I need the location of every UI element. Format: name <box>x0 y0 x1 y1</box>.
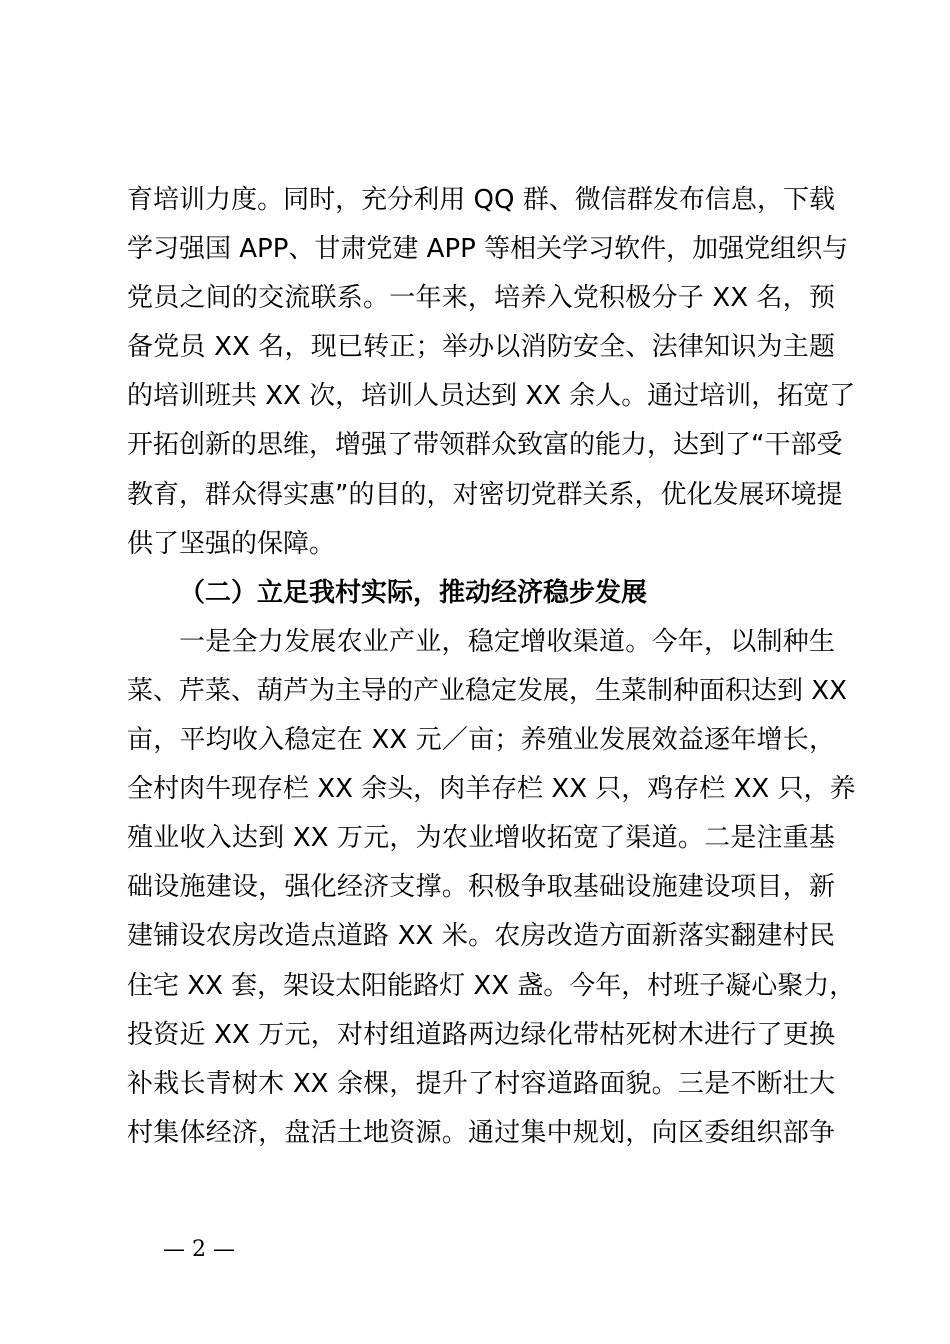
page-number: — 2 — <box>163 1237 235 1262</box>
body-line: 建铺设农房改造点道路 XX 米。农房改造方面新落实翻建村民 <box>127 921 835 952</box>
body-line: 的培训班共 XX 次，培训人员达到 XX 余人。通过培训，拓宽了 <box>127 381 856 412</box>
body-line: 育培训力度。同时，充分利用 QQ 群、微信群发布信息，下载 <box>127 185 835 215</box>
body-line: 教育，群众得实惠”的目的，对密切党群关系，优化发展环境提 <box>127 479 843 510</box>
body-line: 村集体经济，盘活土地资源。通过集中规划，向区委组织部争 <box>127 1117 835 1148</box>
body-line: 备党员 XX 名，现已转正；举办以消防安全、法律知识为主题 <box>127 332 835 363</box>
body-line: 补栽长青树木 XX 余棵，提升了村容道路面貌。三是不断壮大 <box>127 1068 835 1099</box>
body-line: 础设施建设，强化经济支撑。积极争取基础设施建设项目，新 <box>127 872 835 903</box>
body-line: 菜、芹菜、葫芦为主导的产业稳定发展，生菜制种面积达到 XX <box>127 675 847 706</box>
body-line: 亩，平均收入稳定在 XX 元／亩；养殖业发展效益逐年增长， <box>127 725 835 756</box>
body-line: 殖业收入达到 XX 万元，为农业增收拓宽了渠道。二是注重基 <box>127 823 835 854</box>
body-line: 一是全力发展农业产业，稳定增收渠道。今年，以制种生 <box>179 626 835 657</box>
body-line: 投资近 XX 万元，对村组道路两边绿化带枯死树木进行了更换 <box>127 1019 835 1050</box>
body-line: 供了坚强的保障。 <box>127 528 336 559</box>
section-heading: （二）立足我村实际，推动经济稳步发展 <box>179 577 648 608</box>
body-line: 开拓创新的思维，增强了带领群众致富的能力，达到了“干部受 <box>127 430 843 461</box>
document-body <box>127 176 856 1158</box>
body-line: 党员之间的交流联系。一年来，培养入党积极分子 XX 名，预 <box>127 283 835 314</box>
body-line: 学习强国 APP、甘肃党建 APP 等相关学习软件，加强党组织与 <box>127 234 849 265</box>
body-line: 全村肉牛现存栏 XX 余头，肉羊存栏 XX 只，鸡存栏 XX 只，养 <box>127 774 856 805</box>
body-line: 住宅 XX 套，架设太阳能路灯 XX 盏。今年，村班子凝心聚力， <box>127 970 856 1001</box>
